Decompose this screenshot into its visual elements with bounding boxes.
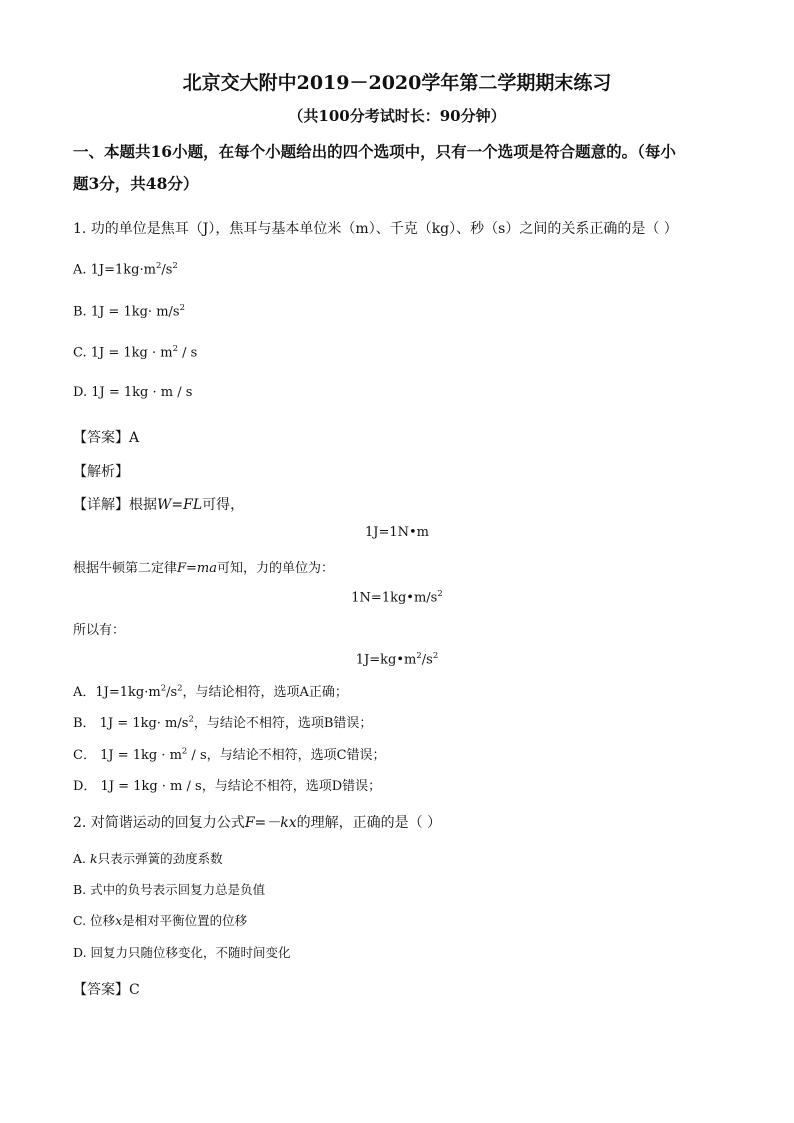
q1-stem: 1. 功的单位是焦耳（J），焦耳与基本单位米（m）、千克（kg）、秒（s）之间的关系正确的是（ ） bbox=[73, 221, 678, 237]
q2-option-b: B. 式中的负号表示回复力总是负值 bbox=[73, 882, 266, 897]
q1-eq1: 1J=1N•m bbox=[364, 525, 430, 540]
section-heading-line2: 题3分，共48分） bbox=[73, 174, 199, 193]
page-subtitle: （共100分考试时长：90分钟） bbox=[288, 107, 506, 125]
q1-analysis-c: C． $1J = 1kg \cdot m^2 / s$，与结论不相符，选项C错误； bbox=[73, 745, 386, 763]
q1-option-a: A. $1J=1kg\cdot m^2/s^2$ bbox=[73, 260, 178, 278]
q1-answer bbox=[73, 427, 139, 447]
answer-value: C bbox=[129, 982, 140, 998]
q1-option-c: C. $1J = 1kg \cdot m^2 / s$ bbox=[73, 343, 198, 361]
q1-so: 所以有： bbox=[73, 623, 126, 638]
q1-analysis-label: 【解析】 bbox=[73, 464, 129, 480]
q1-eq3: $1J=kg•m^2/s^2$ bbox=[355, 650, 439, 668]
answer-label: 【答案】 bbox=[73, 982, 129, 998]
answer-value: A bbox=[129, 430, 140, 446]
q1-analysis-d: D． 1J = 1kg · m / s，与结论不相符，选项D错误； bbox=[73, 779, 382, 794]
q1-option-d: D. 1J = 1kg · m / s bbox=[73, 385, 193, 400]
q1-eq2: $1N=1kg•m/s^2$ bbox=[351, 588, 443, 606]
q2-option-c: C. 位移x是相对平衡位置的位移 bbox=[73, 913, 248, 928]
q2-answer bbox=[73, 979, 140, 999]
section-heading-line1: 一、本题共16小题，在每个小题给出的四个选项中，只有一个选项是符合题意的。（每小 bbox=[73, 142, 676, 161]
q1-analysis-b: B． $1J = 1kg\cdot m/s^2$，与结论不相符，选项B错误； bbox=[73, 713, 373, 731]
q1-detail: 【详解】根据W=FL可得， bbox=[73, 497, 245, 513]
q2-stem: 2. 对简谐运动的回复力公式F=－kx的理解，正确的是（ ） bbox=[73, 815, 442, 831]
q2-option-d: D. 回复力只随位移变化，不随时间变化 bbox=[73, 945, 291, 960]
q1-newton-line: 根据牛顿第二定律F=ma可知，力的单位为： bbox=[73, 561, 335, 576]
q2-option-a: A. k只表示弹簧的劲度系数 bbox=[73, 851, 223, 866]
answer-label: 【答案】 bbox=[73, 430, 129, 446]
page-title: 北京交大附中2019－2020学年第二学期期末练习 bbox=[182, 72, 612, 94]
q1-option-b: B. $1J = 1kg\cdot m/s^2$ bbox=[73, 302, 185, 320]
q1-analysis-a: A．$1J=1kg\cdot m^2/s^2$，与结论相符，选项A正确； bbox=[73, 682, 348, 700]
